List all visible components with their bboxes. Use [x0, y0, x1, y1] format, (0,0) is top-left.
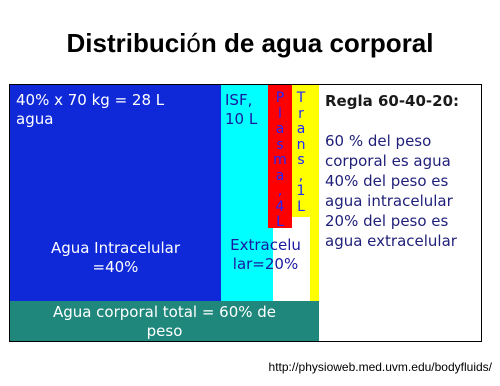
- rule-line: 20% del peso es: [325, 212, 449, 230]
- plasma-char: 4: [275, 198, 285, 215]
- total-line1: Agua corporal total = 60% de: [52, 303, 277, 321]
- trans-char: T: [296, 90, 306, 106]
- intracellular-label-line1: Agua Intracelular: [50, 239, 181, 257]
- trans-char: ,: [298, 167, 304, 184]
- extracellular-line1: Extracelu: [230, 236, 301, 254]
- plasma-box: [268, 85, 292, 228]
- rule-line: 60 % del peso: [325, 132, 432, 150]
- extracellular-label: [221, 236, 310, 301]
- trans-char: s: [297, 152, 305, 168]
- intracellular-volume: [16, 91, 216, 129]
- extracellular-strip: [310, 85, 319, 301]
- title-accent: ó: [186, 28, 201, 58]
- transcellular-box: [292, 85, 310, 217]
- trans-char: r: [298, 105, 304, 122]
- intracellular-box: [10, 85, 221, 301]
- slide-title: [0, 28, 500, 59]
- rule-heading: Regla 60-40-20:: [325, 92, 460, 110]
- interstitial-label: [225, 91, 257, 129]
- plasma-char: L: [276, 214, 284, 230]
- transcellular-label: [292, 91, 310, 215]
- interstitial-line1: ISF,: [225, 91, 253, 109]
- plasma-char: l: [278, 105, 282, 122]
- source-url: http://physioweb.med.uvm.edu/bodyfluids/: [268, 360, 492, 374]
- intracellular-volume-line2: agua: [16, 110, 54, 128]
- trans-char: a: [296, 121, 306, 137]
- total-water-box: [10, 301, 319, 341]
- trans-char: n: [296, 136, 306, 153]
- plasma-label: [268, 91, 292, 231]
- body-water-diagram: [9, 84, 482, 342]
- intracellular-volume-line1: 40% x 70 kg = 28 L: [16, 91, 165, 109]
- title-part-1: Distribuci: [66, 28, 187, 58]
- rule-line: 40% del peso es: [325, 172, 449, 190]
- plasma-char: m: [273, 152, 287, 168]
- trans-char: L: [297, 198, 305, 215]
- plasma-char: P: [275, 90, 285, 106]
- trans-char: 1: [296, 183, 306, 199]
- rule-line: agua extracelular: [325, 232, 457, 250]
- intracellular-label-line2: =40%: [92, 258, 139, 276]
- interstitial-line2: 10 L: [225, 110, 258, 128]
- plasma-char: s: [276, 136, 284, 153]
- plasma-char: ,: [277, 183, 283, 199]
- total-line2: peso: [146, 322, 183, 340]
- rule-line: corporal es agua: [325, 152, 451, 170]
- rule-line: agua intracelular: [325, 192, 453, 210]
- intracellular-label: [10, 239, 221, 277]
- extracellular-line2: lar=20%: [232, 255, 299, 273]
- rule-text: [325, 91, 480, 251]
- plasma-char: a: [275, 121, 285, 137]
- plasma-char: a: [275, 167, 285, 184]
- title-part-2: n de agua corporal: [200, 28, 434, 58]
